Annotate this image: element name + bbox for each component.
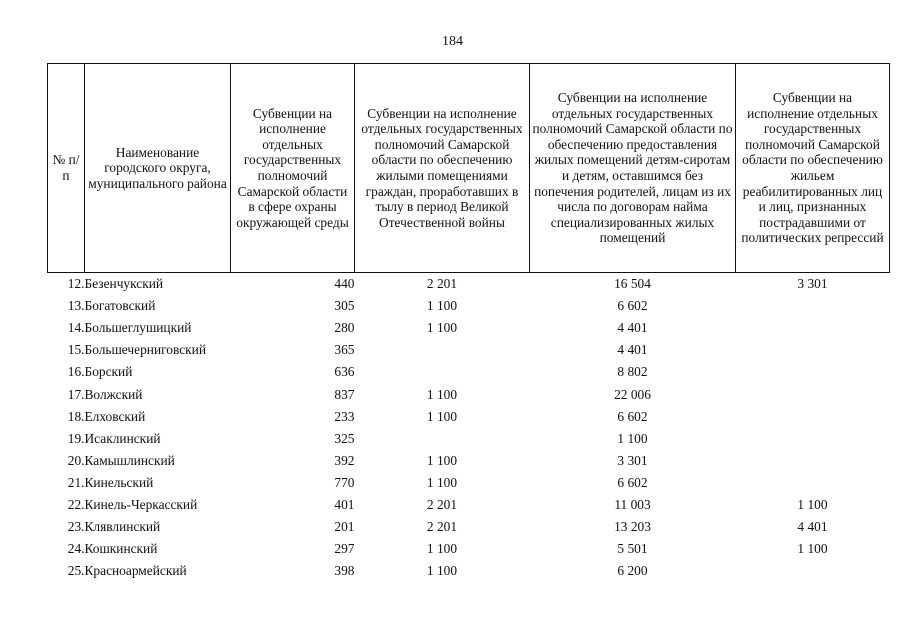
header-env: Субвенции на исполнение отдельных государственных полномочий Самарской области в сфере охраны окружающей среды <box>231 64 355 273</box>
page-number: 184 <box>442 34 463 49</box>
row-num: 13. <box>67 298 85 314</box>
row-env: 770 <box>334 474 355 490</box>
row-ww2: 1 100 <box>426 474 458 490</box>
table-row <box>48 383 890 405</box>
header-num: № п/п <box>48 64 85 273</box>
header-name: Наименование городского округа, муниципального района <box>85 64 231 273</box>
subventions-table <box>47 63 890 582</box>
row-orphans: 1 100 <box>617 430 648 446</box>
table-row <box>48 560 890 582</box>
table-row <box>48 317 890 339</box>
row-orphans: 5 501 <box>617 541 648 557</box>
row-ww2 <box>355 361 530 383</box>
row-ww2: 1 100 <box>426 298 458 314</box>
row-env: 297 <box>334 541 355 557</box>
row-ww2: 2 201 <box>426 519 458 535</box>
row-repressed: 1 100 <box>797 541 828 557</box>
row-env: 305 <box>334 298 355 314</box>
row-env: 392 <box>334 452 355 468</box>
row-env: 280 <box>334 320 355 336</box>
row-repressed <box>736 361 890 383</box>
row-num: 16. <box>67 364 85 380</box>
row-name: Большеглушицкий <box>84 320 192 336</box>
row-orphans: 6 602 <box>617 298 648 314</box>
row-name: Камышлинский <box>84 452 175 468</box>
row-orphans: 13 203 <box>614 519 651 535</box>
row-env: 837 <box>334 386 355 402</box>
row-repressed <box>736 295 890 317</box>
row-repressed: 4 401 <box>797 519 828 535</box>
row-num: 23. <box>67 519 85 535</box>
row-ww2 <box>355 339 530 361</box>
table-row <box>48 361 890 383</box>
row-ww2: 1 100 <box>426 452 458 468</box>
table-row <box>48 516 890 538</box>
table-row <box>48 406 890 428</box>
table-row <box>48 273 890 296</box>
row-repressed: 3 301 <box>797 276 828 292</box>
table-row <box>48 295 890 317</box>
row-orphans: 8 802 <box>617 364 648 380</box>
row-ww2: 1 100 <box>426 563 458 579</box>
row-name: Кошкинский <box>84 541 158 557</box>
row-ww2: 1 100 <box>426 541 458 557</box>
row-num: 14. <box>67 320 85 336</box>
row-num: 22. <box>67 496 85 512</box>
table-row <box>48 472 890 494</box>
row-ww2: 1 100 <box>426 386 458 402</box>
row-name: Безенчукский <box>84 276 164 292</box>
row-name: Кинельский <box>84 474 154 490</box>
row-num: 21. <box>67 474 85 490</box>
row-env: 440 <box>334 276 355 292</box>
table-row <box>48 339 890 361</box>
row-num: 25. <box>67 563 85 579</box>
row-env: 636 <box>334 364 355 380</box>
row-name: Волжский <box>84 386 143 402</box>
row-orphans: 6 200 <box>617 563 648 579</box>
row-repressed: 1 100 <box>797 496 828 512</box>
row-repressed <box>736 339 890 361</box>
row-ww2 <box>355 428 530 450</box>
row-name: Клявлинский <box>84 519 161 535</box>
row-name: Большечерниговский <box>84 342 207 358</box>
row-ww2: 2 201 <box>426 276 458 292</box>
row-num: 17. <box>67 386 85 402</box>
row-name: Елховский <box>84 408 146 424</box>
header-orphans: Субвенции на исполнение отдельных государственных полномочий Самарской области по обеспечению предоставления жилых помещений детям-сиротам и детям, оставшимся без попечения родителей, лицам из их числа по договорам найма специализированных жилых помещений <box>530 64 736 273</box>
row-orphans: 3 301 <box>617 452 648 468</box>
row-orphans: 6 602 <box>617 408 648 424</box>
row-num: 15. <box>67 342 85 358</box>
header-ww2: Субвенции на исполнение отдельных государственных полномочий Самарской области по обеспечению жилыми помещениями граждан, проработавших в тылу в период Великой Отечественной войны <box>355 64 530 273</box>
row-orphans: 4 401 <box>617 342 648 358</box>
table-row <box>48 538 890 560</box>
row-ww2: 1 100 <box>426 408 458 424</box>
row-repressed <box>736 450 890 472</box>
row-orphans: 4 401 <box>617 320 648 336</box>
row-name: Богатовский <box>84 298 156 314</box>
row-orphans: 16 504 <box>614 276 651 292</box>
row-orphans: 6 602 <box>617 474 648 490</box>
row-repressed <box>736 406 890 428</box>
row-name: Красноармейский <box>84 563 187 579</box>
row-num: 19. <box>67 430 85 446</box>
row-orphans: 11 003 <box>614 496 651 512</box>
row-env: 325 <box>334 430 355 446</box>
header-repressed: Субвенции на исполнение отдельных государственных полномочий Самарской области по обеспечению жильем реабилитированных лиц и лиц, признанных пострадавшими от политических репрессий <box>736 64 890 273</box>
row-env: 401 <box>334 496 355 512</box>
row-repressed <box>736 428 890 450</box>
row-repressed <box>736 317 890 339</box>
row-env: 201 <box>334 519 355 535</box>
row-num: 24. <box>67 541 85 557</box>
table-row <box>48 450 890 472</box>
row-env: 365 <box>334 342 355 358</box>
row-name: Исаклинский <box>84 430 161 446</box>
row-env: 398 <box>334 563 355 579</box>
row-repressed <box>736 560 890 582</box>
row-ww2: 1 100 <box>426 320 458 336</box>
row-ww2: 2 201 <box>426 496 458 512</box>
row-repressed <box>736 383 890 405</box>
table-body <box>48 273 890 583</box>
table-row <box>48 428 890 450</box>
table-header <box>48 64 890 273</box>
row-num: 20. <box>67 452 85 468</box>
table-row <box>48 494 890 516</box>
row-num: 18. <box>67 408 85 424</box>
row-env: 233 <box>334 408 355 424</box>
row-orphans: 22 006 <box>614 386 651 402</box>
row-num: 12. <box>67 276 85 292</box>
row-name: Борский <box>84 364 133 380</box>
row-name: Кинель-Черкасский <box>84 496 198 512</box>
row-repressed <box>736 472 890 494</box>
